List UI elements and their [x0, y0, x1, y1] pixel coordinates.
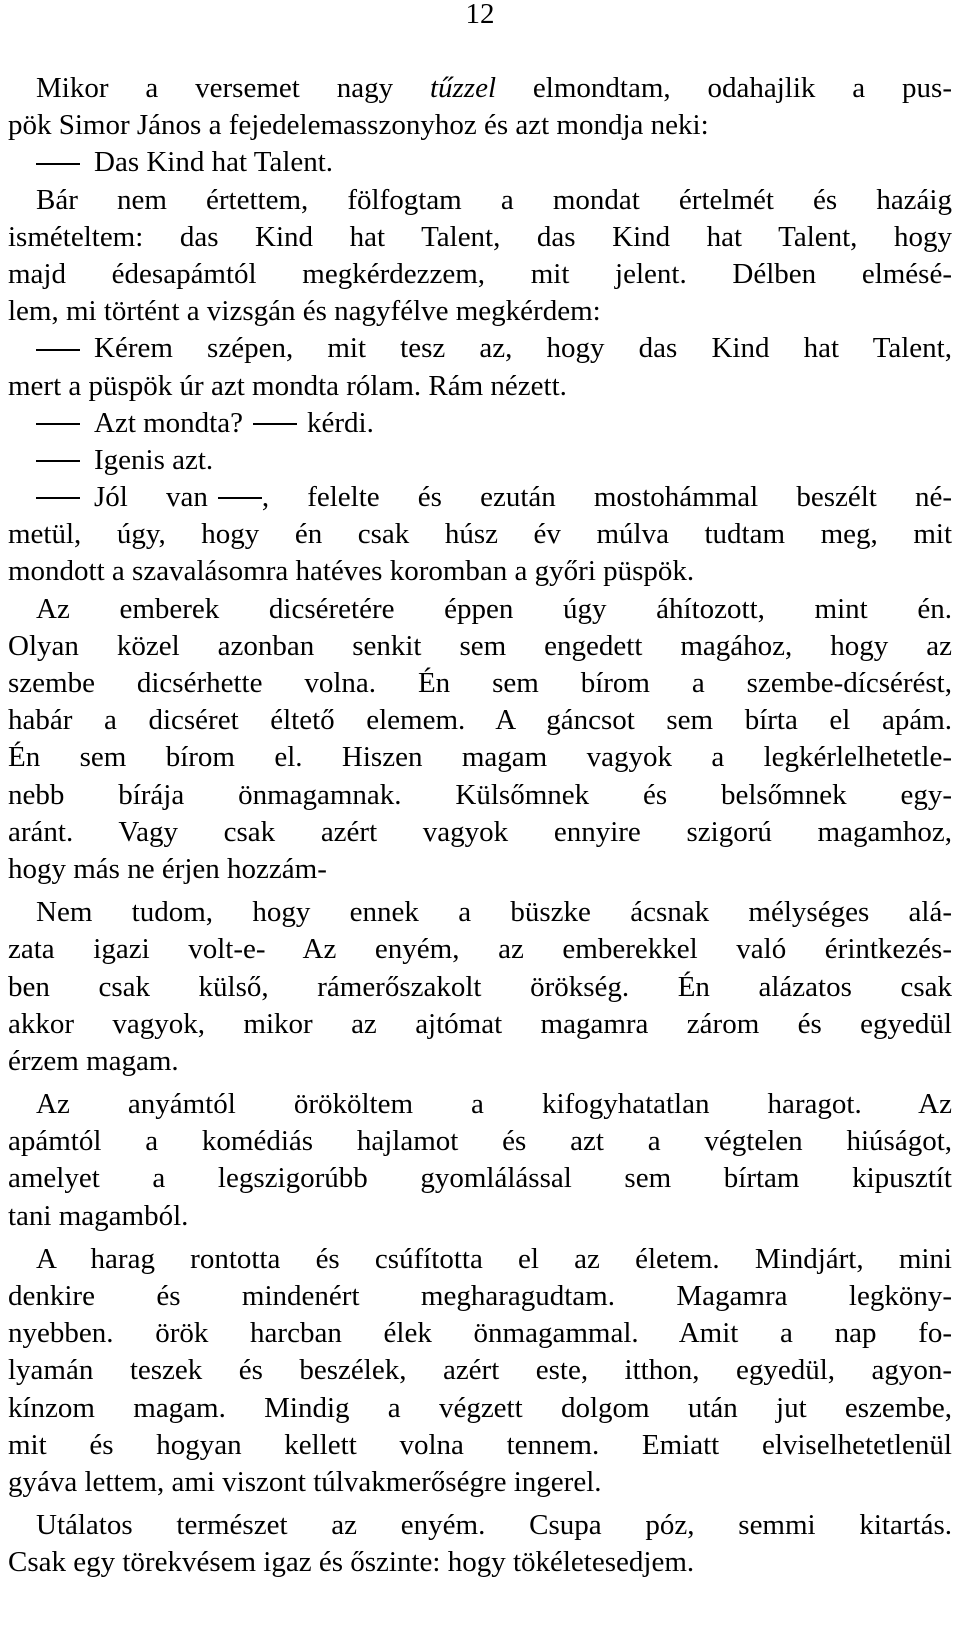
text-line: nebb bírája önmagamnak. Külsőmnek és belsőmnek egy- — [8, 778, 952, 811]
body-text — [8, 70, 952, 1582]
text-line: kínzom magam. Mindig a végzett dolgom után jut eszembe, — [8, 1391, 952, 1424]
text-line: tani magamból. — [8, 1199, 189, 1232]
dialogue-line — [8, 144, 952, 181]
text-line — [8, 70, 952, 107]
text-line: metül, úgy, hogy én csak húsz év múlva tudtam meg, mit — [8, 518, 952, 551]
text-line: akkor vagyok, mikor az ajtómat magamra zárom és egyedül — [8, 1007, 952, 1040]
text-line: pök Simor János a fejedelemasszonyhoz és azt mondja neki: — [8, 109, 709, 142]
dialogue-line — [8, 479, 952, 516]
text-run: Azt mondta? — [94, 406, 243, 439]
text-line: amelyet a legszigorúbb gyomlálással sem bírtam kipusztít — [8, 1162, 952, 1195]
text-line: mert a püspök úr azt mondta rólam. Rám nézett. — [8, 369, 567, 402]
em-dash — [253, 423, 297, 425]
text-line: hogy más ne érjen hozzám- — [8, 852, 327, 885]
text-run: Igenis azt. — [94, 443, 214, 476]
em-dash — [218, 497, 262, 499]
text-line: Bár nem értettem, fölfogtam a mondat értelmét és hazáig — [36, 183, 952, 216]
text-line: denkire és mindenért megharagudtam. Magamra legköny- — [8, 1280, 952, 1312]
text-line: zata igazi volt-e- Az enyém, az emberekkel való érintkezés- — [8, 933, 952, 966]
text-run: Kérem szépen, mit tesz az, hogy das Kind hat Talent, — [94, 332, 952, 365]
text-line: A harag rontotta és csúfította el az életem. Mindjárt, mini — [36, 1242, 952, 1275]
text-line: szembe dicsérhette volna. Én sem bírom a szembe-dícsérést, — [8, 667, 952, 699]
em-dash — [36, 163, 80, 165]
text-line: ismételtem: das Kind hat Talent, das Kind hat Talent, hogy — [8, 220, 952, 253]
text-line: Olyan közel azonban senkit sem engedett magához, hogy az — [8, 629, 952, 662]
text-line: Én sem bírom el. Hiszen magam vagyok a legkérlelhetetle- — [8, 741, 952, 774]
text-line: habár a dicséret éltető elemem. A gáncsot sem bírta el apám. — [8, 704, 952, 737]
text-line: Az anyámtól örököltem a kifogyhatatlan haragot. Az — [36, 1088, 952, 1121]
text-line: Az emberek dicséretére éppen úgy áhítozott, mint én. — [36, 592, 952, 625]
em-dash — [36, 497, 80, 499]
text-line: nyebben. örök harcban élek önmagammal. Amit a nap fo- — [8, 1317, 952, 1350]
em-dash — [36, 349, 80, 351]
italic-word: tűzzel — [429, 72, 497, 104]
text-line: lyamán teszek és beszélek, azért este, itthon, egyedül, agyon- — [8, 1354, 952, 1387]
em-dash — [36, 460, 80, 462]
text-run: Das Kind hat Talent. — [94, 146, 334, 179]
text-run: kérdi. — [306, 406, 374, 439]
text-line: érzem magam. — [8, 1044, 179, 1077]
dialogue-line — [8, 442, 952, 479]
text-line: Csak egy törekvésem igaz és őszinte: hogy tökéletesedjem. — [8, 1546, 695, 1579]
text-line: gyáva lettem, ami viszont túlvakmerőségre ingerel. — [8, 1465, 602, 1498]
text-run: Mikor a versemet nagy — [36, 72, 430, 104]
dialogue-line — [8, 405, 952, 442]
dialogue-line — [8, 330, 952, 367]
text-line: mondott a szavalásomra hatéves koromban a győri püspök. — [8, 555, 695, 588]
text-line: majd édesapámtól megkérdezzem, mit jelent. Délben elmésé- — [8, 257, 952, 290]
text-line: Nem tudom, hogy ennek a büszke ácsnak mélységes alá- — [36, 896, 952, 929]
page-number: 12 — [465, 0, 495, 30]
text-run: Jól van — [94, 481, 208, 514]
text-line: ben csak külső, rámerőszakolt örökség. Én alázatos csak — [8, 970, 952, 1003]
text-line: lem, mi történt a vizsgán és nagyfélve megkérdem: — [8, 295, 601, 328]
em-dash — [36, 423, 80, 425]
text-line: mit és hogyan kellett volna tennem. Emiatt elviselhetetlenül — [8, 1428, 952, 1461]
text-line: aránt. Vagy csak azért vagyok ennyire szigorú magamhoz, — [8, 815, 952, 848]
text-run: , felelte és ezután mostohámmal beszélt né- — [261, 481, 952, 514]
text-line: apámtól a komédiás hajlamot és azt a végtelen hiúságot, — [8, 1125, 952, 1158]
text-line: Utálatos természet az enyém. Csupa póz, semmi kitartás. — [36, 1509, 952, 1542]
text-run: elmondtam, odahajlik a pus- — [496, 72, 952, 104]
